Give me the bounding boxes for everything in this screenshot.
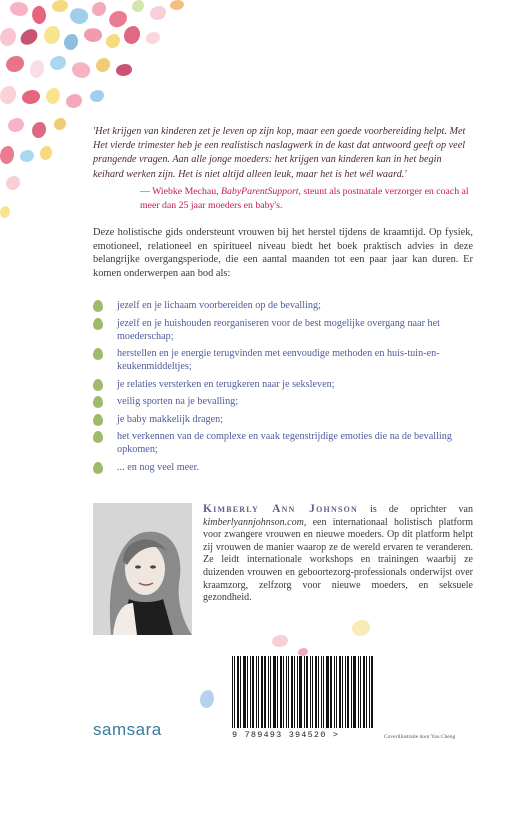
- barcode-bar: [252, 656, 254, 728]
- barcode-bar: [234, 656, 235, 728]
- isbn-barcode: [232, 656, 377, 742]
- leaf-icon: [93, 348, 103, 360]
- topics-list: [93, 299, 473, 478]
- list-item-text: herstellen en je energie terugvinden met eenvoudige methoden en huis-tuin-en-keukenmiddeltjes;: [117, 348, 440, 372]
- barcode-bar: [237, 656, 239, 728]
- barcode-bar: [256, 656, 257, 728]
- barcode-bar: [347, 656, 349, 728]
- barcode-bar: [371, 656, 373, 728]
- author-bio: [203, 503, 473, 605]
- barcode-bar: [330, 656, 332, 728]
- list-item-text: veilig sporten na je bevalling;: [117, 396, 239, 407]
- barcode-bar: [297, 656, 298, 728]
- barcode-bar: [258, 656, 259, 728]
- list-item: [93, 299, 473, 312]
- barcode-bar: [243, 656, 246, 728]
- attribution-suffix: , steunt als postnatale verzorger en coach al meer dan 25 jaar moeders en baby's.: [140, 186, 469, 211]
- barcode-bar: [351, 656, 352, 728]
- barcode-bar: [261, 656, 263, 728]
- barcode-bar: [339, 656, 341, 728]
- barcode-bar: [363, 656, 365, 728]
- list-item: [93, 413, 473, 426]
- barcode-bar: [366, 656, 367, 728]
- bio-text-2: , een internationaal holistisch platform voor zwangere vrouwen en nieuwe moeders. Op dit platform helpt zij vrouwen de manier waarop ze de wereld ervaren te veranderen. Ze leidt internationale workshops en trainingen waarbij ze duizenden vrouwen en geboortezorg-professionals onderwijst over kraamzorg, zelfzorg voor nieuwe moeders, en seksuele gezondheid.: [203, 516, 473, 604]
- barcode-bar: [310, 656, 311, 728]
- barcode-bar: [283, 656, 284, 728]
- barcode-bar: [291, 656, 293, 728]
- leaf-icon: [93, 379, 103, 391]
- barcode-bar: [304, 656, 305, 728]
- publisher-logo: samsara: [93, 720, 162, 739]
- attribution-source: BabyParentSupport: [221, 186, 299, 197]
- leaf-icon: [93, 431, 103, 443]
- book-description: Deze holistische gids ondersteunt vrouwen bij het herstel tijdens de kraamtijd. Op fysiek, emotioneel, relationeel en spiritueel niveau biedt het boek praktisch advies in deze belangrijke overgangsperiode, die een aantal maanden tot een paar jaar kan duren. Er komen onderwerpen aan bod als:: [93, 227, 473, 279]
- endorsement-attribution: [140, 185, 475, 212]
- list-item: [93, 347, 473, 373]
- list-item-text: jezelf en je lichaam voorbereiden op de bevalling;: [117, 300, 321, 311]
- list-item-text: het verkennen van de complexe en vaak tegenstrijdige emoties die na de bevalling opkomen;: [117, 431, 452, 455]
- leaf-icon: [93, 414, 103, 426]
- list-item: [93, 461, 473, 474]
- barcode-bar: [334, 656, 335, 728]
- barcode-bar: [358, 656, 359, 728]
- barcode-bar: [232, 656, 233, 728]
- list-item-text: je relaties versterken en terugkeren naar je seksleven;: [117, 378, 335, 390]
- barcode-bar: [336, 656, 337, 728]
- barcode-bar: [306, 656, 308, 728]
- barcode-bar: [280, 656, 282, 728]
- barcode-bar: [326, 656, 329, 728]
- list-item-text: ... en nog veel meer.: [117, 461, 200, 473]
- barcode-bar: [277, 656, 278, 728]
- leaf-icon: [93, 318, 103, 330]
- author-website: kimberlyannjohnson.com: [203, 516, 304, 528]
- barcode-bar: [270, 656, 271, 728]
- barcode-bar: [247, 656, 248, 728]
- author-name: Kimberly Ann Johnson: [203, 503, 359, 515]
- list-item: [93, 395, 473, 408]
- list-item-text: jezelf en je huishouden reorganiseren voor de best mogelijke overgang naar het moederschap;: [117, 317, 440, 342]
- barcode-bar: [369, 656, 370, 728]
- barcode-bar: [294, 656, 295, 728]
- barcode-bar: [312, 656, 313, 728]
- barcode-bar: [250, 656, 251, 728]
- barcode-bars: [232, 656, 377, 728]
- barcode-bar: [288, 656, 289, 728]
- leaf-icon: [93, 462, 103, 474]
- barcode-bar: [323, 656, 324, 728]
- barcode-bar: [360, 656, 361, 728]
- barcode-bar: [240, 656, 241, 728]
- list-item: [93, 378, 473, 391]
- barcode-bar: [342, 656, 343, 728]
- barcode-bar: [299, 656, 302, 728]
- leaf-icon: [93, 300, 103, 312]
- illustration-credit: Coverillustratie door Yao Cheng: [384, 734, 456, 740]
- barcode-bar: [318, 656, 319, 728]
- barcode-bar: [286, 656, 287, 728]
- list-item-text: je baby makkelijk dragen;: [117, 413, 224, 425]
- author-photo: [93, 503, 192, 635]
- barcode-bar: [315, 656, 317, 728]
- list-item: [93, 317, 473, 343]
- barcode-bar: [345, 656, 346, 728]
- isbn-number: 9 789493 394520 >: [232, 730, 340, 740]
- attribution-prefix: — Wiebke Mechau,: [140, 186, 222, 197]
- barcode-bar: [268, 656, 269, 728]
- barcode-bar: [264, 656, 266, 728]
- leaf-icon: [93, 396, 103, 408]
- barcode-bar: [353, 656, 356, 728]
- list-item: [93, 430, 473, 456]
- barcode-bar: [321, 656, 322, 728]
- endorsement-quote: 'Het krijgen van kinderen zet je leven op zijn kop, maar een goede voorbereiding helpt. Met Het vierde trimester heb je een realistisch naslagwerk in de kast dat antwoord geeft op veel prangende vragen. Aan alle jonge moeders: het krijgen van kinderen kan in het begin keihard werken zijn. Het is niet altijd alleen leuk, maar het is het wél waard.': [93, 126, 466, 180]
- barcode-bar: [273, 656, 276, 728]
- bio-text-1: is de oprichter van: [358, 504, 473, 515]
